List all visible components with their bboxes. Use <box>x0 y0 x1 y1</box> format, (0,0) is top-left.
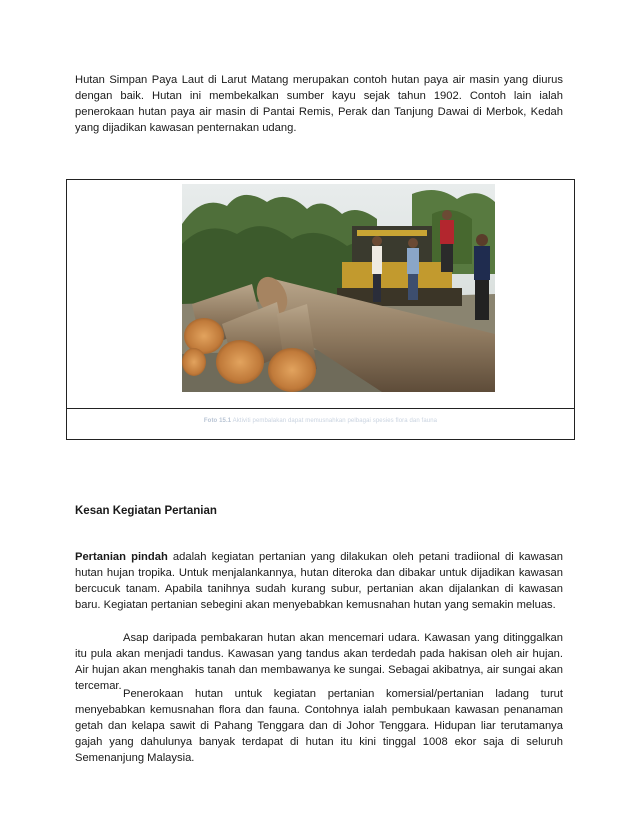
caption-label: Foto 15.1 <box>203 418 232 424</box>
figure-divider <box>67 408 574 409</box>
logging-photo <box>182 184 495 392</box>
paragraph-penerokaan: Penerokaan hutan untuk kegiatan pertanian komersial/pertanian ladang turut menyebabkan kemusnahan flora dan fauna. Contohnya ialah pembukaan kawasan penanaman getah dan kelapa sawit di Pahang Tenggara dan di Johor Tenggara. Hidupan liar terutamanya gajah yang dahulunya banyak terdapat di hutan itu kini tinggal 1008 ekor saja di seluruh Semenanjung Malaysia. <box>75 688 563 764</box>
paragraph-2-text: adalah kegiatan pertanian yang dilakukan oleh petani tradiional di kawasan hutan hujan tropika. Untuk menjalankannya, hutan diteroka dan dibakar untuk dijadikan kawasan bercucuk tanam. Apabila tanihnya sudah kurang subur, pertanian akan dijalankan di kawasan baru. Kegiatan pertanian sebegini akan menyebabkan kemusnahan hutan yang semakin meluas. <box>75 551 563 611</box>
paragraph-asap: Asap daripada pembakaran hutan akan mencemari udara. Kawasan yang ditinggalkan itu pula akan menjadi tandus. Kawasan yang tandus akan terdedah pada hakisan oleh air hujan. Air hujan akan menghakis tanah dan membawanya ke sungai. Sebagai akibatnya, air sungai akan tercemar. <box>75 632 563 692</box>
intro-paragraph: Hutan Simpan Paya Laut di Larut Matang merupakan contoh hutan paya air masin yang diurus dengan baik. Hutan ini membekalkan sumber kayu sejak tahun 1902. Contoh lain ialah penerokaan hutan paya air masin di Pantai Remis, Perak dan Tanjung Dawai di Merbok, Kedah yang dijadikan kawasan penternakan udang. <box>75 74 563 134</box>
caption-text: Aktiviti pembalakan dapat memusnahkan pelbagai spesies flora dan fauna <box>232 418 438 424</box>
section-heading: Kesan Kegiatan Pertanian <box>75 505 217 517</box>
figure-box <box>66 179 575 440</box>
paragraph-pertanian-pindah <box>75 549 563 613</box>
term-pertanian-pindah: Pertanian pindah <box>75 551 168 563</box>
figure-caption <box>67 418 574 424</box>
